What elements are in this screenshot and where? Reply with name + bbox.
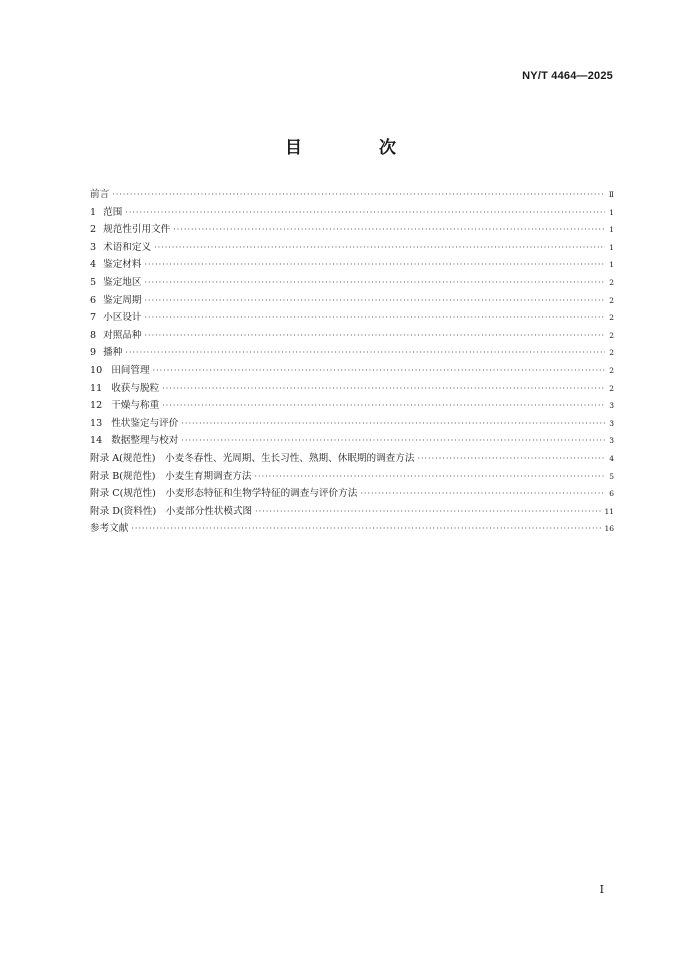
toc-entry[interactable] — [90, 327, 614, 345]
toc-entry-label — [90, 292, 144, 310]
toc-dot-leader — [255, 503, 601, 521]
toc-entry-label — [90, 415, 181, 433]
toc-entry[interactable] — [90, 362, 614, 380]
toc-entry[interactable] — [90, 344, 614, 362]
toc-entry-page: 3 — [609, 418, 614, 428]
toc-entry-page: 5 — [609, 471, 614, 481]
toc-entry-page: 2 — [609, 365, 614, 375]
toc-dot-leader — [173, 221, 605, 239]
toc-dot-leader — [144, 274, 605, 292]
toc-entry-number: 14 — [90, 435, 103, 447]
toc-entry-page: 1 — [609, 242, 614, 252]
toc-entry[interactable] — [90, 309, 614, 327]
toc-entry-text: 对照品种 — [103, 329, 142, 341]
toc-dot-leader — [181, 432, 605, 450]
toc-dot-leader — [153, 362, 605, 380]
toc-entry-page: 6 — [609, 489, 614, 499]
toc-entry-text: 附录 C(规范性) 小麦形态特征和生物学特征的调查与评价方法 — [90, 488, 358, 500]
toc-entry[interactable] — [90, 397, 614, 415]
toc-entry-number: 2 — [90, 224, 97, 236]
toc-dot-leader — [125, 204, 605, 222]
toc-entry[interactable] — [90, 256, 614, 274]
toc-entry-label — [90, 397, 162, 415]
page-number: I — [599, 883, 604, 896]
toc-entry-label — [90, 221, 173, 239]
toc-entry-page: 1 — [609, 225, 614, 235]
toc-entry-text: 田间管理 — [111, 364, 150, 376]
toc-dot-leader — [360, 485, 605, 503]
toc-entry-text: 数据整理与校对 — [111, 435, 179, 447]
toc-entry-text: 鉴定周期 — [103, 294, 142, 306]
table-of-contents — [90, 186, 614, 538]
toc-entry-text: 播种 — [103, 347, 123, 359]
toc-entry-label — [90, 204, 125, 222]
toc-entry-text: 规范性引用文件 — [103, 224, 171, 236]
toc-entry[interactable] — [90, 520, 614, 538]
toc-entry-label — [90, 362, 153, 380]
toc-entry[interactable] — [90, 239, 614, 257]
toc-entry-label — [90, 239, 154, 257]
toc-entry-page: 16 — [604, 524, 614, 534]
toc-entry[interactable] — [90, 186, 614, 204]
toc-entry[interactable] — [90, 468, 614, 486]
toc-entry-page: 1 — [609, 260, 614, 270]
page-title: 目 次 — [285, 138, 426, 158]
toc-entry-page: 3 — [609, 401, 614, 411]
toc-entry-text: 附录 D(资料性) 小麦部分性状模式图 — [90, 505, 253, 517]
toc-dot-leader — [144, 327, 605, 345]
toc-entry-label — [90, 503, 255, 521]
toc-entry-label — [90, 450, 417, 468]
toc-entry[interactable] — [90, 485, 614, 503]
toc-entry-text: 附录 A(规范性) 小麦冬春性、光周期、生长习性、熟期、休眠期的调查方法 — [90, 452, 415, 464]
toc-entry-page: 2 — [609, 330, 614, 340]
toc-entry-number: 8 — [90, 329, 97, 341]
toc-entry-text: 参考文献 — [90, 523, 129, 535]
toc-entry-label — [90, 520, 131, 538]
toc-entry[interactable] — [90, 204, 614, 222]
toc-entry-label — [90, 274, 144, 292]
toc-dot-leader — [144, 256, 605, 274]
toc-entry[interactable] — [90, 432, 614, 450]
toc-entry-number: 7 — [90, 312, 97, 324]
toc-entry-page: 4 — [609, 453, 614, 463]
toc-dot-leader — [417, 450, 605, 468]
toc-entry-page: 2 — [609, 277, 614, 287]
toc-entry-number: 1 — [90, 206, 97, 218]
toc-entry[interactable] — [90, 415, 614, 433]
toc-dot-leader — [144, 292, 605, 310]
toc-entry[interactable] — [90, 274, 614, 292]
toc-entry-text: 性状鉴定与评价 — [111, 417, 179, 429]
toc-entry-label — [90, 468, 255, 486]
toc-entry[interactable] — [90, 450, 614, 468]
toc-entry-number: 3 — [90, 241, 97, 253]
toc-entry-page: 2 — [609, 313, 614, 323]
toc-entry-text: 范围 — [103, 206, 123, 218]
toc-entry-page: 1 — [609, 207, 614, 217]
toc-entry-label — [90, 256, 144, 274]
toc-entry-page: 2 — [609, 295, 614, 305]
toc-entry-page: Ⅱ — [608, 190, 614, 199]
toc-entry-label — [90, 380, 162, 398]
toc-dot-leader — [125, 344, 605, 362]
toc-entry-number: 11 — [90, 382, 103, 394]
toc-dot-leader — [112, 186, 605, 204]
toc-entry-text: 鉴定地区 — [103, 276, 142, 288]
toc-entry-label — [90, 344, 125, 362]
toc-dot-leader — [154, 239, 605, 257]
toc-entry-label — [90, 309, 144, 327]
toc-entry-text: 前言 — [90, 189, 110, 200]
toc-entry-page: 11 — [604, 506, 614, 516]
toc-entry[interactable] — [90, 221, 614, 239]
toc-entry-text: 干燥与称重 — [111, 400, 160, 412]
toc-dot-leader — [162, 380, 605, 398]
toc-entry-number: 12 — [90, 400, 103, 412]
toc-entry[interactable] — [90, 292, 614, 310]
toc-entry[interactable] — [90, 503, 614, 521]
toc-entry-number: 9 — [90, 347, 97, 359]
toc-entry-page: 3 — [609, 436, 614, 446]
toc-entry-number: 13 — [90, 417, 103, 429]
toc-entry-page: 2 — [609, 348, 614, 358]
toc-entry-label — [90, 485, 360, 503]
toc-dot-leader — [181, 415, 605, 433]
toc-entry-text: 附录 B(规范性) 小麦生育期调查方法 — [90, 470, 252, 482]
toc-dot-leader — [144, 309, 605, 327]
toc-entry-label — [90, 327, 144, 345]
toc-entry-text: 鉴定材料 — [103, 259, 142, 271]
toc-entry-text: 术语和定义 — [103, 241, 152, 253]
toc-dot-leader — [131, 520, 601, 538]
toc-entry[interactable] — [90, 380, 614, 398]
standard-code: NY/T 4464—2025 — [522, 70, 613, 82]
toc-entry-number: 5 — [90, 276, 97, 288]
toc-entry-label — [90, 432, 181, 450]
toc-entry-text: 收获与脱粒 — [111, 382, 160, 394]
toc-entry-label — [90, 186, 112, 204]
toc-entry-number: 6 — [90, 294, 97, 306]
toc-entry-page: 2 — [609, 383, 614, 393]
toc-entry-number: 4 — [90, 259, 97, 271]
toc-entry-text: 小区设计 — [103, 312, 142, 324]
toc-dot-leader — [255, 468, 606, 486]
toc-dot-leader — [162, 397, 605, 415]
toc-entry-number: 10 — [90, 364, 103, 376]
